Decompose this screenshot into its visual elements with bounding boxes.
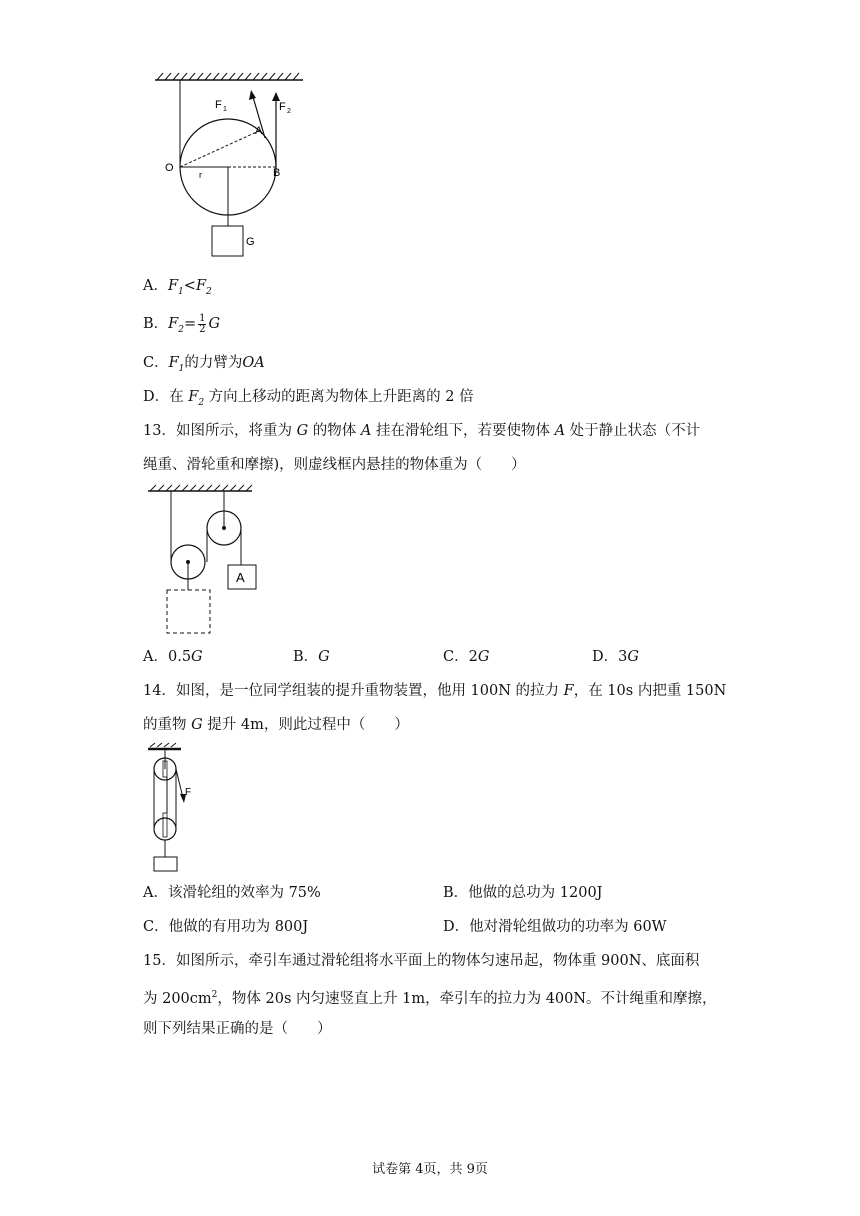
- q14-option-A: A．该滑轮组的效率为 75%: [143, 885, 321, 901]
- q12-option-A: A．$F_1<F_2$: [143, 278, 212, 297]
- q14-pulley-figure: [145, 743, 205, 873]
- q13-option-B: B．G: [293, 649, 330, 665]
- q12-label-O: O: [165, 162, 174, 174]
- q13-option-A: A．0.5G: [143, 649, 203, 665]
- q13-pulley-figure: [145, 483, 265, 638]
- q13-stem-line2: 绳重、滑轮重和摩擦)，则虚线框内悬挂的物体重为（ ）: [143, 457, 526, 473]
- q12-option-C: C．$F_1$的力臂为OA: [143, 355, 265, 374]
- page-footer: 试卷第 4页，共 9页: [372, 1162, 488, 1177]
- q13-option-D: D．3G: [592, 649, 639, 665]
- q12-fraction: $\frac{1}{2}$: [199, 312, 206, 335]
- q14-label-F: F: [185, 787, 192, 798]
- q14-option-D: D．他对滑轮组做功的功率为 60W: [443, 919, 667, 935]
- q15-stem-line3: 则下列结果正确的是（ ）: [143, 1021, 332, 1037]
- q12-option-D: D．在 $F_2$ 方向上移动的距离为物体上升距离的 2 倍: [143, 389, 474, 408]
- q15-stem-line2: 为 $200cm^2$，物体 20s 内匀速竖直上升 1m，牵引车的拉力为 400N。不计绳重和摩擦，: [143, 990, 717, 1007]
- q12-option-B: B．$F_2=$ $\frac{1}{2}$ G: [143, 312, 221, 335]
- q13-option-C: C．2G: [443, 649, 490, 665]
- q15-stem-line1: 15．如图所示，牵引车通过滑轮组将水平面上的物体匀速吊起，物体重 900N、底面积: [143, 953, 700, 969]
- q13-label-A: A: [236, 570, 245, 585]
- q12-label-A: A: [255, 125, 263, 137]
- q14-option-B: B．他做的总功为 1200J: [443, 885, 603, 901]
- q14-option-C: C．他做的有用功为 800J: [143, 919, 309, 935]
- q12-label-F1: F: [215, 99, 222, 111]
- q12-label-B: B: [273, 167, 281, 179]
- q12-label-r: r: [199, 170, 202, 180]
- q13-stem-line1: 13．如图所示，将重为 G 的物体 A 挂在滑轮组下，若要使物体 A 处于静止状态（不计: [143, 423, 701, 439]
- q12-label-G: G: [246, 236, 255, 248]
- q12-lever-pulley-figure: [145, 70, 315, 265]
- q14-stem-line1: 14．如图，是一位同学组装的提升重物装置，他用 100N 的拉力 F，在 10s 内把重 150N: [143, 683, 727, 699]
- q12-label-F1-sub: 1: [223, 106, 227, 113]
- q12-label-F2: F: [279, 101, 286, 113]
- q12-label-F2-sub: 2: [287, 108, 291, 115]
- q14-stem-line2: 的重物 G 提升 4m，则此过程中（ ）: [143, 717, 409, 733]
